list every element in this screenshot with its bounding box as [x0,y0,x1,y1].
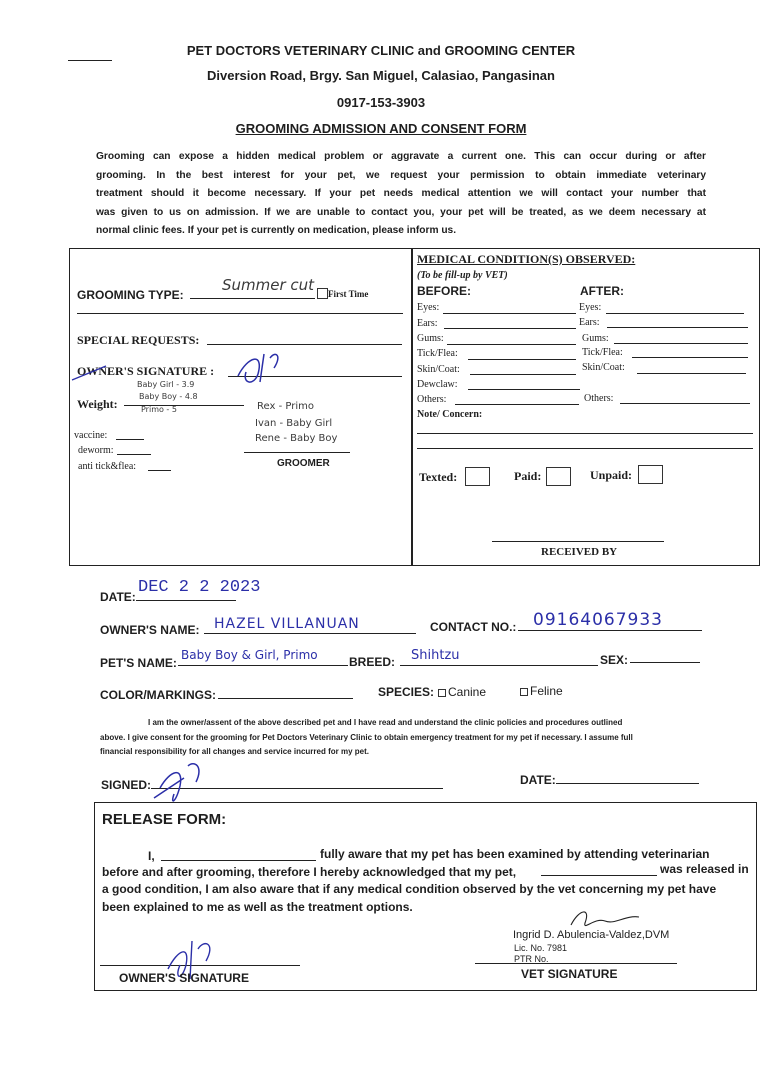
groomer-label: GROOMER [277,458,330,469]
pet-name-label: PET'S NAME: [100,656,177,670]
owner-signature-mark [230,346,300,388]
signed-label: SIGNED: [101,778,152,792]
received-by-label: RECEIVED BY [541,546,618,558]
breed-label: BREED: [349,655,396,669]
groomer-note: Rex - Primo [257,401,314,412]
after-field-label: Eyes: [579,302,602,313]
release-line3: a good condition, I am also aware that if any medical condition observed by the vet concerning my pet have [102,882,717,896]
grooming-type-field[interactable] [190,298,315,299]
intro-line: normal clinic fees. If your pet is currently on medication, please inform us. [96,225,457,236]
contact-field[interactable] [518,630,702,631]
date-value: DEC 2 2 2023 [138,578,261,597]
deworm-field[interactable] [117,454,151,455]
before-field-label: Dewclaw: [417,379,458,390]
before-label: BEFORE: [417,284,471,298]
weight-entry: Baby Girl - 3.9 [137,380,195,389]
top-left-rule [68,60,112,61]
vet-signature-label: VET SIGNATURE [521,967,618,981]
texted-label: Texted: [419,470,458,484]
date2-label: DATE: [520,773,556,787]
special-requests-label: SPECIAL REQUESTS: [77,333,200,347]
grooming-type-second-line [77,313,403,314]
vet-signature-field[interactable] [475,963,677,964]
after-label: AFTER: [580,284,624,298]
antitick-label: anti tick&flea: [78,461,137,472]
pet-name-field[interactable] [178,665,348,666]
weight-entry: Baby Boy - 4.8 [139,392,198,401]
after-field-line[interactable] [606,313,744,314]
before-field-label: Skin/Coat: [417,364,460,375]
unpaid-checkbox[interactable] [638,465,663,484]
before-field-line[interactable] [455,404,579,405]
after-field-line[interactable] [632,357,748,358]
intro-paragraph [96,148,706,241]
release-line1-suffix: fully aware that my pet has been examined by attending veterinarian [320,847,710,861]
release-line1-prefix: I, [148,849,155,863]
weight-entry: Primo - 5 [141,405,177,414]
after-field-label: Tick/Flea: [582,347,623,358]
intro-line: treatment should it become necessary. If your pet needs medical attention we will contact your number that [96,188,706,199]
before-field-line[interactable] [447,344,576,345]
owner-name-field[interactable] [204,633,416,634]
after-field-line[interactable] [637,373,746,374]
intro-line: Grooming can expose a hidden medical problem or aggravate a current one. This can occur during or after [96,151,706,162]
breed-field[interactable] [400,665,598,666]
after-field-label: Skin/Coat: [582,362,625,373]
release-name-field[interactable] [161,860,316,861]
consent-line: above. I give consent for the grooming for Pet Doctors Veterinary Clinic to obtain emergency treatment for my pet if necessary. I assume full [100,732,633,742]
vet-lic-no: Lic. No. 7981 [514,943,568,953]
pet-name-value: Baby Boy & Girl, Primo [181,648,318,662]
received-by-line[interactable] [492,541,664,542]
color-label: COLOR/MARKINGS: [100,688,216,702]
groomer-note: Rene - Baby Boy [255,433,338,444]
special-requests-field[interactable] [207,344,402,345]
note-concern-line[interactable] [417,433,753,434]
after-field-line[interactable] [620,403,750,404]
release-pet-field[interactable] [541,875,657,876]
owner-signature-release-label: OWNER'S SIGNATURE [119,971,249,985]
after-field-line[interactable] [607,327,748,328]
antitick-field[interactable] [148,470,171,471]
vet-name: Ingrid D. Abulencia-Valdez,DVM [513,929,670,941]
after-field-label: Ears: [579,317,600,328]
feline-label: Feline [530,684,563,698]
date-field[interactable] [136,600,236,601]
clinic-name: PET DOCTORS VETERINARY CLINIC and GROOMING CENTER [186,43,576,58]
release-line4: been explained to me as well as the treatment options. [102,900,413,914]
date-label: DATE: [100,590,136,604]
clinic-phone: 0917-153-3903 [336,95,426,110]
intro-line: was given to us on admission. If we are unable to contact you, your pet will be treated, as we deem necessary at [96,206,706,218]
after-field-label: Gums: [582,333,609,344]
first-time-label: First Time [328,289,369,299]
medical-subtitle: (To be fill-up by VET) [417,270,508,281]
after-field-label: Others: [584,393,614,404]
first-time-checkbox[interactable] [317,288,328,299]
consent-line: financial responsibility for all changes and service incurred for my pet. [100,747,369,756]
clinic-address: Diversion Road, Brgy. San Miguel, Calasiao, Pangasinan [207,68,555,83]
sex-label: SEX: [600,653,629,667]
before-field-label: Eyes: [417,302,440,313]
grooming-type-label: GROOMING TYPE: [77,288,184,302]
before-field-label: Tick/Flea: [417,348,458,359]
breed-value: Shihtzu [411,648,460,663]
before-field-line[interactable] [443,313,576,314]
before-field-line[interactable] [468,359,576,360]
paid-checkbox[interactable] [546,467,571,486]
table-divider [411,248,413,566]
owner-name-label: OWNER'S NAME: [100,623,200,637]
texted-checkbox[interactable] [465,467,490,486]
sex-field[interactable] [630,662,700,663]
vaccine-label: vaccine: [74,430,108,441]
feline-checkbox[interactable] [520,688,528,696]
unpaid-label: Unpaid: [590,468,633,482]
medical-title: MEDICAL CONDITION(S) OBSERVED: [417,252,636,266]
contact-value: 09164067933 [533,610,663,630]
groomer-note: Ivan - Baby Girl [255,418,333,429]
groomer-field[interactable] [244,452,350,453]
consent-paragraph [100,716,706,760]
owner-signature-label: OWNER'S SIGNATURE : [77,364,215,378]
species-label: SPECIES: [378,685,435,699]
before-field-label: Ears: [417,318,438,329]
vaccine-field[interactable] [116,439,144,440]
deworm-label: deworm: [78,445,114,456]
before-field-line[interactable] [468,389,580,390]
before-field-label: Others: [417,394,447,405]
before-field-line[interactable] [470,374,576,375]
release-line2-suffix: was released in [660,862,749,876]
consent-line: I am the owner/assent of the above described pet and I have read and understand the clinic policies and procedures outlined [148,718,623,727]
release-line2-prefix: before and after grooming, therefore I hereby acknowledged that my pet, [102,865,517,879]
after-field-line[interactable] [614,343,748,344]
canine-checkbox[interactable] [438,689,446,697]
canine-label: Canine [448,685,487,699]
before-field-label: Gums: [417,333,444,344]
intro-line: grooming. In the best interest for your pet, we request your permission to obtain immediate veterinary [96,169,706,181]
owner-name-value: HAZEL VILLANUAN [214,616,360,632]
grooming-type-value: Summer cut [222,276,315,294]
release-title: RELEASE FORM: [102,811,227,828]
before-field-line[interactable] [444,328,576,329]
note-concern-label: Note/ Concern: [417,409,483,420]
contact-label: CONTACT NO.: [430,620,517,634]
vet-ptr-no: PTR No. [514,954,549,964]
weight-label: Weight: [77,397,118,411]
paid-label: Paid: [514,469,542,483]
note-concern-line[interactable] [417,448,753,449]
pen-strike-mark [70,362,110,384]
date2-field[interactable] [556,783,699,784]
color-field[interactable] [218,698,353,699]
form-title: GROOMING ADMISSION AND CONSENT FORM [235,121,527,136]
signed-signature-mark [150,758,220,808]
